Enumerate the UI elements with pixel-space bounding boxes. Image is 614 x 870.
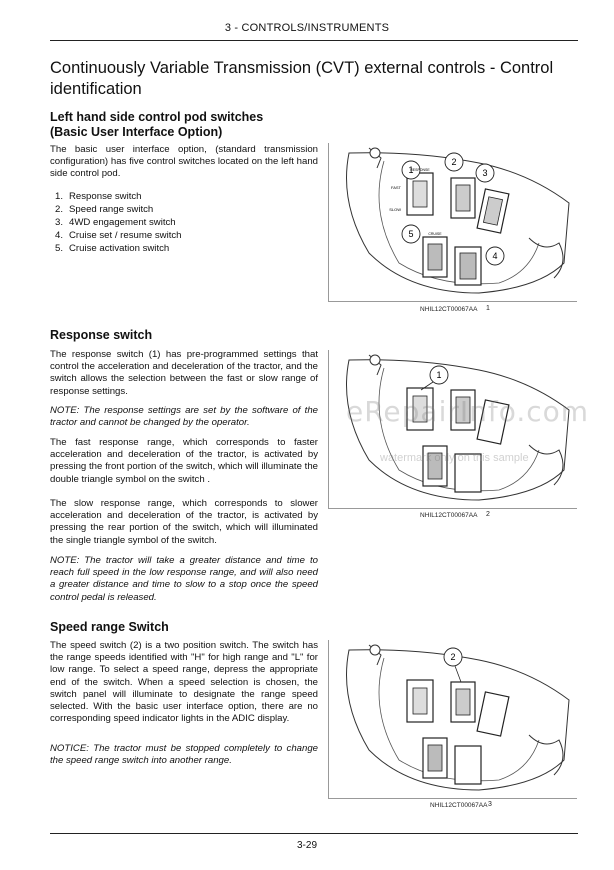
section3-heading: Speed range Switch [50, 620, 169, 634]
label-cruise: CRUISE [428, 232, 442, 236]
callout-4: 4 [492, 251, 498, 261]
list-item: 3. 4WD engagement switch [55, 217, 176, 228]
callout-5: 5 [408, 229, 414, 239]
label-slow: SLOW [389, 207, 401, 212]
section2-p2: The fast response range, which corresponds to faster acceleration and deceleration of the tractor, is activated by pressing the front portion of the switch, which will illuminate the double triangle symbol on the switch . [50, 437, 318, 485]
list-item: 5. Cruise activation switch [55, 243, 170, 254]
footer-rule [50, 833, 578, 834]
list-item: 2. Speed range switch [55, 204, 154, 215]
figure-2 [328, 350, 577, 509]
control-pod-illustration-1 [329, 143, 577, 301]
callout-2: 2 [451, 157, 457, 167]
section2-p1: The response switch (1) has pre-programmed settings that control the acceleration and deceleration of the tractor, and the switch allows the selection between the fast or slow range of response settings. [50, 349, 318, 397]
figure-3-code: NHIL12CT00067AA [430, 802, 488, 809]
figure-1-code: NHIL12CT00067AA [420, 306, 478, 313]
figure-2-code: NHIL12CT00067AA [420, 512, 478, 519]
list-item: 1. Response switch [55, 191, 142, 202]
section2-note2: NOTE: The tractor will take a greater distance and time to reach full speed in the low response range, and will also need a greater distance and time to slow to a stop once the speed control pedal is released. [50, 555, 318, 603]
section1-heading-line2: (Basic User Interface Option) [50, 125, 223, 139]
section1-heading [50, 110, 320, 140]
control-pod-illustration-2 [329, 350, 577, 508]
watermark-sub: watermark only on this sample [380, 452, 529, 464]
figure-2-number: 2 [486, 511, 490, 518]
control-pod-illustration-3 [329, 640, 577, 798]
section-header: 3 - CONTROLS/INSTRUMENTS [224, 22, 390, 34]
callout-1: 1 [408, 165, 414, 175]
section3-note: NOTICE: The tractor must be stopped completely to change the speed range switch into another range. [50, 743, 318, 767]
list-item: 4. Cruise set / resume switch [55, 230, 182, 241]
section1-heading-line1: Left hand side control pod switches [50, 110, 264, 124]
callout-2: 2 [450, 652, 456, 662]
page-title: Continuously Variable Transmission (CVT) external controls - Control identification [50, 59, 554, 98]
page-number: 3-29 [296, 840, 317, 851]
label-fast: FAST [390, 185, 401, 190]
figure-1 [328, 143, 577, 302]
section2-note: NOTE: The response settings are set by the software of the tractor and cannot be changed by the operator. [50, 405, 318, 429]
figure-3 [328, 640, 577, 799]
switch-list [55, 190, 315, 255]
header-rule [50, 40, 578, 41]
figure-1-number: 1 [486, 305, 490, 312]
section2-heading: Response switch [50, 328, 153, 342]
figure-3-number: 3 [488, 801, 492, 808]
section1-intro: The basic user interface option, (standard transmission configuration) has five control switches located on the left hand side control pod. [50, 144, 318, 180]
section3-p1: The speed switch (2) is a two position switch. The switch has the range speeds identified with "H" for high range and "L" for low range. To select a speed range, depress the appropriate end of the switch. When a speed selection is chosen, the switch panel will illuminate to designate the range speed selected. With the basic user interface option, there are no corresponding speed indicator lights in the ADIC display. [50, 640, 318, 725]
section2-p3: The slow response range, which corresponds to slower acceleration and deceleration of the tractor, is activated by pressing the rear portion of the switch, which will illuminated the single triangle symbol of the switch. [50, 498, 318, 546]
callout-1: 1 [436, 370, 442, 380]
callout-3: 3 [482, 168, 488, 178]
label-response: RESPONSE [410, 168, 430, 172]
watermark-main: eRepairInfo.com [346, 395, 590, 428]
